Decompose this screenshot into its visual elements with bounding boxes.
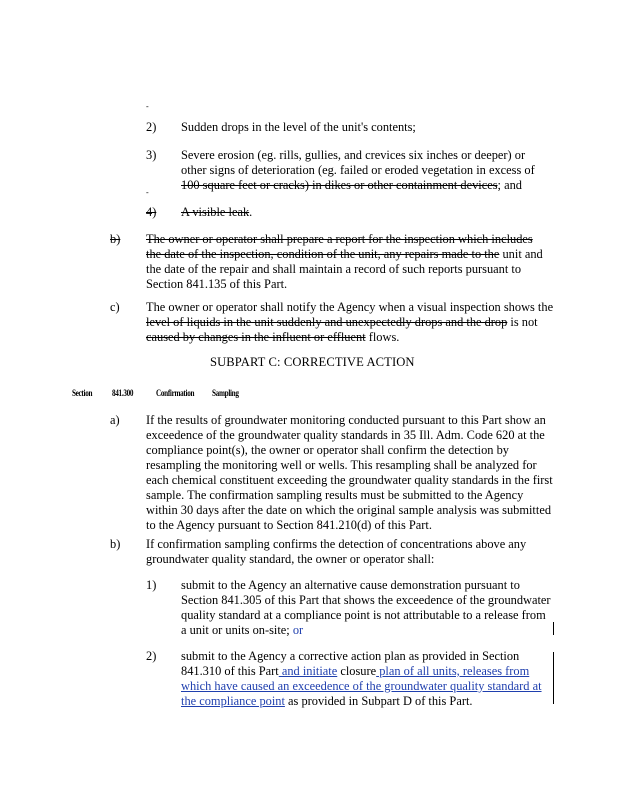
subpart-heading: SUBPART C: CORRECTIVE ACTION xyxy=(210,355,415,369)
paragraph-text: compliance point(s), the owner or operator shall confirm the detection by xyxy=(146,443,509,457)
margin-mark: - xyxy=(146,102,149,111)
paragraph-text: within 30 days after the date on which the original sample analysis was submitted xyxy=(146,503,552,517)
change-bar xyxy=(553,652,554,704)
item-text-line: quality standard at a compliance point is not attributable to a release from xyxy=(181,608,546,622)
paragraph-text: to the Agency pursuant to Section 841.210(d) of this Part. xyxy=(146,518,432,532)
paragraph-text: flows. xyxy=(365,330,400,344)
inserted-text: or xyxy=(289,623,304,637)
inserted-text: plan of all units, releases from xyxy=(376,664,530,678)
item-text-line: submit to the Agency an alternative cause demonstration pursuant to xyxy=(181,578,520,592)
inserted-text: which have caused an exceedence of the groundwater quality standard at xyxy=(181,679,542,693)
item-number: 1) xyxy=(146,578,157,592)
item-text-line: submit to the Agency a corrective action plan as provided in Section xyxy=(181,649,520,663)
paragraph-text: The owner or operator shall notify the Agency when a visual inspection shows the xyxy=(146,300,554,314)
inserted-text: the compliance point xyxy=(181,694,285,708)
section-title: Sampling xyxy=(212,388,239,398)
item-number: 2) xyxy=(146,120,157,134)
paragraph-text: the date of the repair and shall maintain a record of such reports pursuant to xyxy=(146,262,522,276)
section-number: 841.300 xyxy=(112,388,134,398)
deleted-text: caused by changes in the influent or effluent xyxy=(146,330,366,344)
paragraph-label: b) xyxy=(110,232,121,246)
item-text-line: closure xyxy=(337,664,377,678)
margin-mark: - xyxy=(146,188,149,197)
paragraph-text: exceedence of the groundwater quality standards in 35 Ill. Adm. Code 620 at the xyxy=(146,428,545,442)
paragraph-label: c) xyxy=(110,300,120,314)
deleted-text: 100 square feet or cracks) in dikes or other containment devices xyxy=(181,178,498,192)
item-number: 4) xyxy=(146,205,157,219)
item-text-tail: . xyxy=(249,205,253,219)
paragraph-text: If the results of groundwater monitoring conducted pursuant to this Part show an xyxy=(146,413,546,427)
item-number: 2) xyxy=(146,649,157,663)
item-text: Sudden drops in the level of the unit's contents; xyxy=(181,120,416,134)
item-text-line: Section 841.305 of this Part that shows the exceedence of the groundwater xyxy=(181,593,551,607)
item-text-line: Severe erosion (eg. rills, gullies, and crevices six inches or deeper) or xyxy=(181,148,526,162)
paragraph-text: groundwater quality standard, the owner or operator shall: xyxy=(146,552,435,566)
paragraph-text: sample. The confirmation sampling results must be submitted to the Agency xyxy=(146,488,524,502)
paragraph-text: is not xyxy=(507,315,538,329)
section-title: Confirmation xyxy=(156,388,195,398)
paragraph-label: a) xyxy=(110,413,120,427)
deleted-text: The owner or operator shall prepare a report for the inspection which includes xyxy=(146,232,533,246)
paragraph-label: b) xyxy=(110,537,121,551)
item-text-line: as provided in Subpart D of this Part. xyxy=(284,694,473,708)
paragraph-text: If confirmation sampling confirms the detection of concentrations above any xyxy=(146,537,527,551)
inserted-text: and initiate xyxy=(278,664,338,678)
item-text-line: other signs of deterioration (eg. failed or eroded vegetation in excess of xyxy=(181,163,535,177)
deleted-text: A visible leak xyxy=(181,205,250,219)
item-text-tail: ; and xyxy=(497,178,522,192)
section-word: Section xyxy=(72,388,93,398)
change-bar xyxy=(553,622,554,635)
paragraph-text: resampling the monitoring well or wells. This resampling shall be analyzed for xyxy=(146,458,537,472)
item-text-line: a unit or units on-site; xyxy=(181,623,290,637)
paragraph-text: unit and xyxy=(499,247,543,261)
item-text-line: 841.310 of this Part xyxy=(181,664,279,678)
paragraph-text: Section 841.135 of this Part. xyxy=(146,277,288,291)
deleted-text: the date of the inspection, condition of the unit, any repairs made to the xyxy=(146,247,500,261)
item-number: 3) xyxy=(146,148,157,162)
paragraph-text: each chemical constituent exceeding the groundwater quality standards in the first xyxy=(146,473,553,487)
deleted-text: level of liquids in the unit suddenly and unexpectedly drops and the drop xyxy=(146,315,508,329)
